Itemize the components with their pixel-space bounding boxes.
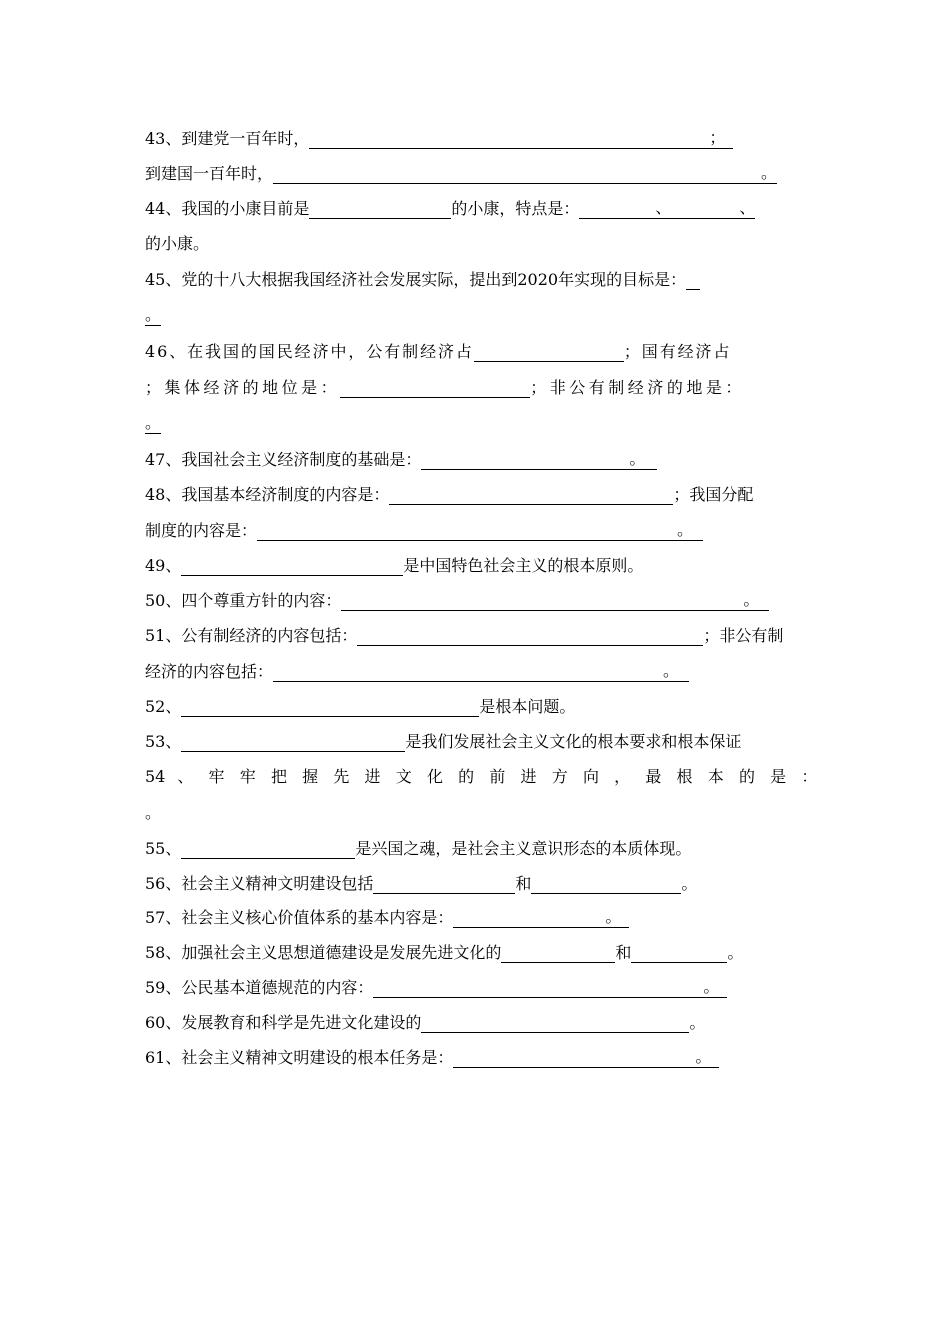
q48-text-a: 我国基本经济制度的内容是： [181, 485, 390, 504]
q46-text-a: 在我国的国民经济中，公有制经济占 [187, 342, 474, 361]
q49-num: 49、 [145, 556, 182, 575]
question-48-line1 [145, 483, 807, 505]
q57-text-a: 社会主义核心价值体系的基本内容是： [181, 908, 454, 927]
q57-end: 。 [605, 907, 622, 926]
question-46-line3 [145, 412, 807, 434]
question-56-line [145, 872, 807, 894]
q51-blank-2[interactable] [273, 664, 663, 682]
q44-sep1: 、 [655, 198, 672, 217]
q61-num: 61、 [145, 1048, 182, 1067]
q45-num: 45、 [145, 270, 182, 289]
q54-num: 54 [145, 767, 166, 786]
q56-end: 。 [681, 874, 698, 893]
q53-blank-1[interactable] [181, 734, 405, 752]
q59-blank-1[interactable] [373, 980, 703, 998]
question-53-line [145, 730, 807, 752]
q46-text-c: ；集体经济的地位是： [145, 378, 341, 397]
q51-end: 。 [663, 661, 680, 680]
question-57-line [145, 906, 807, 928]
q43-underline-tail [725, 131, 733, 149]
q44-sep2: 、 [739, 198, 756, 217]
q56-blank-2[interactable] [531, 876, 681, 894]
q51-text-c: 经济的内容包括： [145, 662, 274, 681]
q51-text-b: ；非公有制 [703, 626, 784, 645]
question-48-line2 [145, 519, 807, 541]
q47-blank-1[interactable] [421, 452, 629, 470]
q52-text-a: 是根本问题。 [479, 697, 576, 716]
question-43-line2 [145, 162, 807, 184]
q61-text-a: 社会主义精神文明建设的根本任务是： [181, 1048, 454, 1067]
question-54-line2 [145, 801, 807, 823]
q44-blank-3[interactable] [671, 201, 739, 219]
q44-num: 44、 [145, 199, 182, 218]
q57-underline-tail [621, 910, 629, 928]
question-61-line [145, 1046, 807, 1068]
q51-blank-1[interactable] [357, 628, 703, 646]
q50-num: 50、 [145, 591, 182, 610]
q44-text-c: 的小康。 [145, 234, 210, 253]
q59-end: 。 [703, 977, 720, 996]
q48-text-c: 制度的内容是： [145, 521, 258, 540]
q59-num: 59、 [145, 978, 182, 997]
q60-num: 60、 [145, 1013, 182, 1032]
question-58-line [145, 941, 807, 963]
q58-blank-1[interactable] [501, 945, 615, 963]
question-55-line [145, 837, 807, 859]
question-59-line [145, 976, 807, 998]
q50-blank-1[interactable] [341, 593, 743, 611]
q46-blank-1[interactable] [474, 344, 624, 362]
q58-text-b: 和 [615, 943, 632, 962]
q60-text-a: 发展教育和科学是先进文化建设的 [181, 1013, 422, 1032]
q51-num: 51、 [145, 626, 182, 645]
q55-blank-1[interactable] [181, 841, 355, 859]
q44-text-a: 我国的小康目前是 [181, 199, 310, 218]
q47-num: 47、 [145, 450, 182, 469]
q43-blank-1[interactable] [309, 131, 709, 149]
q56-text-a: 社会主义精神文明建设包括 [181, 874, 374, 893]
question-47-line [145, 448, 807, 470]
question-51-line1 [145, 624, 807, 646]
q61-end: 。 [695, 1047, 712, 1066]
q52-num: 52、 [145, 697, 182, 716]
q48-end: 。 [677, 520, 694, 539]
q57-blank-1[interactable] [453, 910, 605, 928]
q60-end: 。 [689, 1013, 706, 1032]
q48-blank-2[interactable] [257, 523, 677, 541]
q43-blank-2[interactable] [273, 166, 761, 184]
q54-text-a: 、牢牢把握先进文化的前进方向，最根本的是： [177, 767, 833, 786]
question-49-line [145, 554, 807, 576]
q46-end: 。 [145, 413, 162, 432]
q59-text-a: 公民基本道德规范的内容： [181, 978, 374, 997]
q48-blank-1[interactable] [389, 487, 673, 505]
q58-text-a: 加强社会主义思想道德建设是发展先进文化的 [181, 943, 502, 962]
question-45-line2 [145, 304, 807, 326]
q45-end: 。 [145, 305, 162, 324]
q58-blank-2[interactable] [631, 945, 727, 963]
q46-blank-2[interactable] [340, 380, 530, 398]
q56-num: 56、 [145, 874, 182, 893]
q43-text-b: 到建国一百年时， [145, 164, 274, 183]
question-44-line2 [145, 232, 807, 254]
q56-text-b: 和 [515, 874, 532, 893]
question-43-line1 [145, 127, 807, 149]
q51-underline-tail [679, 664, 689, 682]
q59-underline-tail [719, 980, 727, 998]
q56-blank-1[interactable] [373, 876, 515, 894]
q57-num: 57、 [145, 908, 182, 927]
question-44-line1 [145, 197, 807, 219]
q46-text-d: ；非公有制经济的地是： [530, 378, 745, 397]
q46-text-b: ；国有经济占 [623, 342, 732, 361]
q52-blank-1[interactable] [181, 699, 479, 717]
q43-text-a: 到建党一百年时， [181, 129, 310, 148]
q61-blank-1[interactable] [453, 1050, 695, 1068]
q54-end: 。 [145, 803, 162, 822]
q43-end-a: ； [709, 128, 726, 147]
q55-text-a: 是兴国之魂，是社会主义意识形态的本质体现。 [355, 839, 692, 858]
question-50-line [145, 589, 807, 611]
question-46-line1 [145, 340, 807, 362]
q44-text-b: 的小康，特点是： [451, 199, 580, 218]
q48-text-b: ；我国分配 [673, 485, 754, 504]
q43-end-b: 。 [761, 163, 778, 182]
q55-num: 55、 [145, 839, 182, 858]
q61-underline-tail [711, 1050, 719, 1068]
question-46-line2 [145, 376, 807, 398]
q60-blank-1[interactable] [421, 1015, 689, 1033]
question-45-line1 [145, 268, 807, 290]
q48-num: 48、 [145, 485, 182, 504]
q44-blank-1[interactable] [309, 201, 451, 219]
q50-underline-tail [759, 593, 769, 611]
q58-end: 。 [727, 943, 744, 962]
q48-underline-tail [693, 523, 703, 541]
q50-text-a: 四个尊重方针的内容： [181, 591, 342, 610]
q47-end: 。 [629, 449, 646, 468]
q53-num: 53、 [145, 732, 182, 751]
q51-text-a: 公有制经济的内容包括： [181, 626, 358, 645]
q47-underline-tail [645, 452, 657, 470]
question-54-line1 [145, 765, 833, 787]
q47-text-a: 我国社会主义经济制度的基础是： [181, 450, 422, 469]
q45-text-a: 党的十八大根据我国经济社会发展实际，提出到2020年实现的目标是： [181, 270, 687, 289]
q53-text-a: 是我们发展社会主义文化的根本要求和根本保证 [405, 732, 742, 751]
q49-blank-1[interactable] [181, 558, 403, 576]
q46-num: 46、 [145, 342, 188, 361]
q50-end: 。 [743, 590, 760, 609]
question-51-line2 [145, 660, 807, 682]
q58-num: 58、 [145, 943, 182, 962]
q44-blank-2[interactable] [579, 201, 655, 219]
question-60-line [145, 1011, 807, 1033]
q45-blank-1[interactable] [686, 272, 700, 290]
question-52-line [145, 695, 807, 717]
q43-num: 43、 [145, 129, 182, 148]
q49-text-a: 是中国特色社会主义的根本原则。 [403, 556, 644, 575]
